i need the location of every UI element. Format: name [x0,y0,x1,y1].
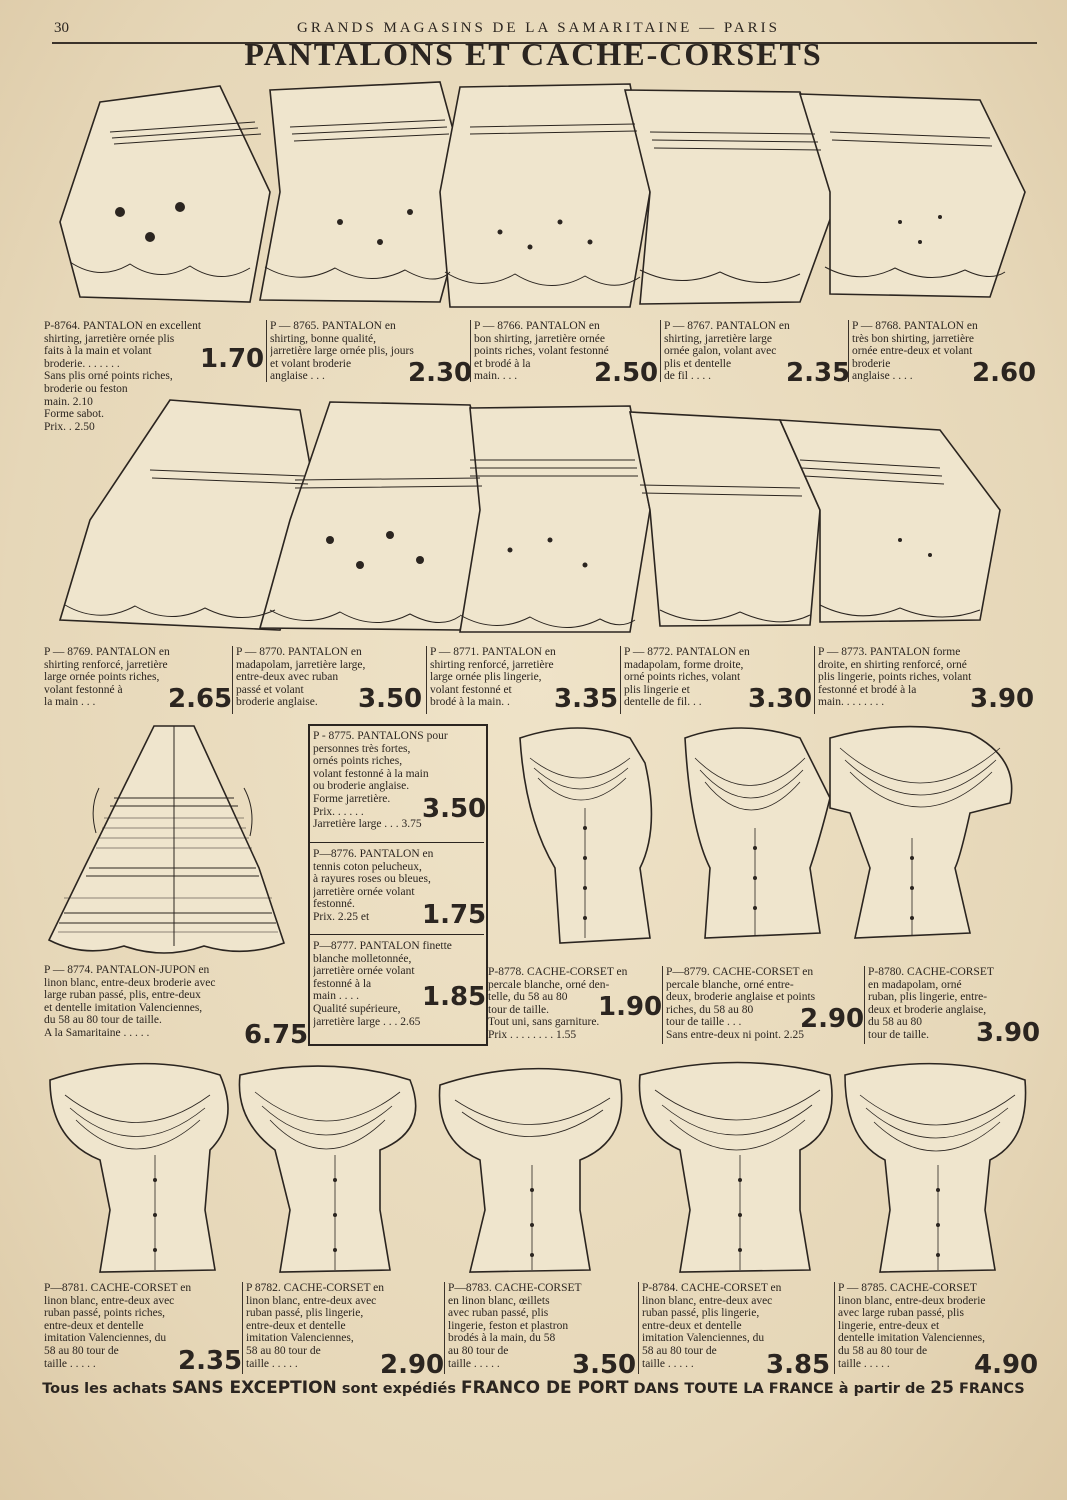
price-8780: 3.90 [976,1018,1041,1048]
product-8766: P — 8766. PANTALON en bon shirting, jarretière ornée points riches, volant festonné et brodé à la main. . . . [474,320,609,383]
price-8781: 2.35 [178,1346,243,1376]
price-8777: 1.85 [422,982,487,1012]
price-8775: 3.50 [422,794,487,824]
separator [470,320,471,382]
product-8768: P — 8768. PANTALON en très bon shirting, jarretière ornée entre-deux et volant broderie anglaise . . . . [852,320,978,383]
product-8777: P—8777. PANTALON finette blanche molletonnée, jarretière ornée volant festonné à la main . . . . Qualité supérieure, jarretière large . . . 2.65 [313,940,452,1028]
separator [834,1282,835,1374]
product-8784: P-8784. CACHE-CORSET en linon blanc, entre-deux avec ruban passé, plis lingerie, entre-deux et dentelle imitation Valenciennes, du 58 au 80 tour de taille . . . . . [642,1282,782,1370]
product-8782: P 8782. CACHE-CORSET en linon blanc, entre-deux avec ruban passé, plis lingerie, entre-deux et dentelle imitation Valenciennes, 58 au 80 tour de taille . . . . . [246,1282,385,1370]
price-8774: 6.75 [244,1020,309,1050]
price-8778: 1.90 [598,992,663,1022]
separator [638,1282,639,1374]
separator [848,320,849,382]
separator [444,1282,445,1374]
product-8781: P—8781. CACHE-CORSET en linon blanc, entre-deux avec ruban passé, points riches, entre-deux et dentelle imitation Valenciennes, du 58 au 80 tour de taille . . . . . [44,1282,192,1370]
price-8782: 2.90 [380,1350,445,1380]
separator [266,320,267,382]
pantalon-jupon-illustration [44,718,294,963]
price-8773: 3.90 [970,684,1035,714]
product-8769: P — 8769. PANTALON en shirting renforcé, jarretière large ornée points riches, volant festonné à la main . . . [44,646,170,709]
shipping-notice: Tous les achats SANS EXCEPTION sont expédiés FRANCO DE PORT DANS TOUTE LA FRANCE à partir de 25 FRANCS [42,1378,1025,1398]
separator [426,646,427,714]
page-number: 30 [54,20,69,36]
product-8778: P-8778. CACHE-CORSET en percale blanche, orné den- telle, du 58 au 80 tour de taille. Tout uni, sans garniture. Prix . . . . . . . . 1.55 [488,966,628,1041]
product-8765: P — 8765. PANTALON en shirting, bonne qualité, jarretière large ornée plis, jours et volant broderie anglaise . . . [270,320,414,383]
separator [814,646,815,714]
price-8767: 2.35 [786,358,851,388]
product-8770: P — 8770. PANTALON en madapolam, jarretière large, entre-deux avec ruban passé et volant broderie anglaise. [236,646,366,709]
product-8783: P—8783. CACHE-CORSET en linon blanc, œillets avec ruban passé, plis lingerie, feston et plastron brodés à la main, du 58 au 80 tour de taille . . . . . [448,1282,582,1370]
pantalons-illustration-row1 [40,72,1030,317]
box-divider [310,934,484,935]
product-8764: P-8764. PANTALON en excellent shirting, jarretière ornée plis faits à la main et volant broderie. . . . . . . Sans plis orné points riches, broderie ou feston main. 2.10 Forme sabot. Prix. . 2.50 [44,320,202,433]
cache-corsets-illustration-row3 [500,718,1030,958]
product-8767: P — 8767. PANTALON en shirting, jarretière large ornée galon, volant avec plis et dentelle de fil . . . . [664,320,790,383]
product-8780: P-8780. CACHE-CORSET en madapolam, orné ruban, plis lingerie, entre- deux et broderie anglaise, du 58 au 80 tour de taille. [868,966,994,1041]
page-title: PANTALONS ET CACHE-CORSETS [244,36,823,72]
store-name: GRANDS MAGASINS DE LA SAMARITAINE — PARIS [297,20,780,36]
price-8783: 3.50 [572,1350,637,1380]
price-8770: 3.50 [358,684,423,714]
cache-corsets-illustration-row4 [40,1050,1030,1280]
price-8785: 4.90 [974,1350,1039,1380]
price-8784: 3.85 [766,1350,831,1380]
price-8771: 3.35 [554,684,619,714]
price-8765: 2.30 [408,358,473,388]
separator [864,966,865,1044]
price-8776: 1.75 [422,900,487,930]
price-8768: 2.60 [972,358,1037,388]
product-8785: P — 8785. CACHE-CORSET linon blanc, entre-deux broderie avec large ruban passé, plis lingerie, entre-deux et dentelle imitation Valenciennes, du 58 au 80 tour de taille . . . . . [838,1282,986,1370]
product-8771: P — 8771. PANTALON en shirting renforcé, jarretière large ornée plis lingerie, volant festonné et brodé à la main. . [430,646,556,709]
separator [660,320,661,382]
price-8772: 3.30 [748,684,813,714]
price-8779: 2.90 [800,1004,865,1034]
product-8776: P—8776. PANTALON en tennis coton pelucheux, à rayures roses ou bleues, jarretière ornée volant festonné. Prix. 2.25 et [313,848,434,923]
pantalons-illustration-row2 [40,390,1030,640]
product-8775: P - 8775. PANTALONS pour personnes très fortes, ornés points riches, volant festonné à la main ou broderie anglaise. Forme jarretière. Prix. . . . . . Jarretière large . . . 3.75 [313,730,448,831]
product-8773: P — 8773. PANTALON forme droite, en shirting renforcé, orné plis lingerie, points riches, volant festonné et brodé à la main. . . . . . . . [818,646,972,709]
price-8764: 1.70 [200,344,265,374]
separator [620,646,621,714]
product-8772: P — 8772. PANTALON en madapolam, forme droite, orné points riches, volant plis lingerie et dentelle de fil. . . [624,646,750,709]
price-8766: 2.50 [594,358,659,388]
separator [232,646,233,714]
separator [662,966,663,1044]
separator [242,1282,243,1374]
product-8779: P—8779. CACHE-CORSET en percale blanche, orné entre- deux, broderie anglaise et points riches, du 58 au 80 tour de taille . . . Sans entre-deux ni point. 2.25 [666,966,816,1041]
product-8774: P — 8774. PANTALON-JUPON en linon blanc, entre-deux broderie avec large ruban passé, plis, entre-deux et dentelle imitation Valenciennes, du 58 au 80 tour de taille. A la Samaritaine . . . . . [44,964,216,1039]
box-divider [310,842,484,843]
price-8769: 2.65 [168,684,233,714]
